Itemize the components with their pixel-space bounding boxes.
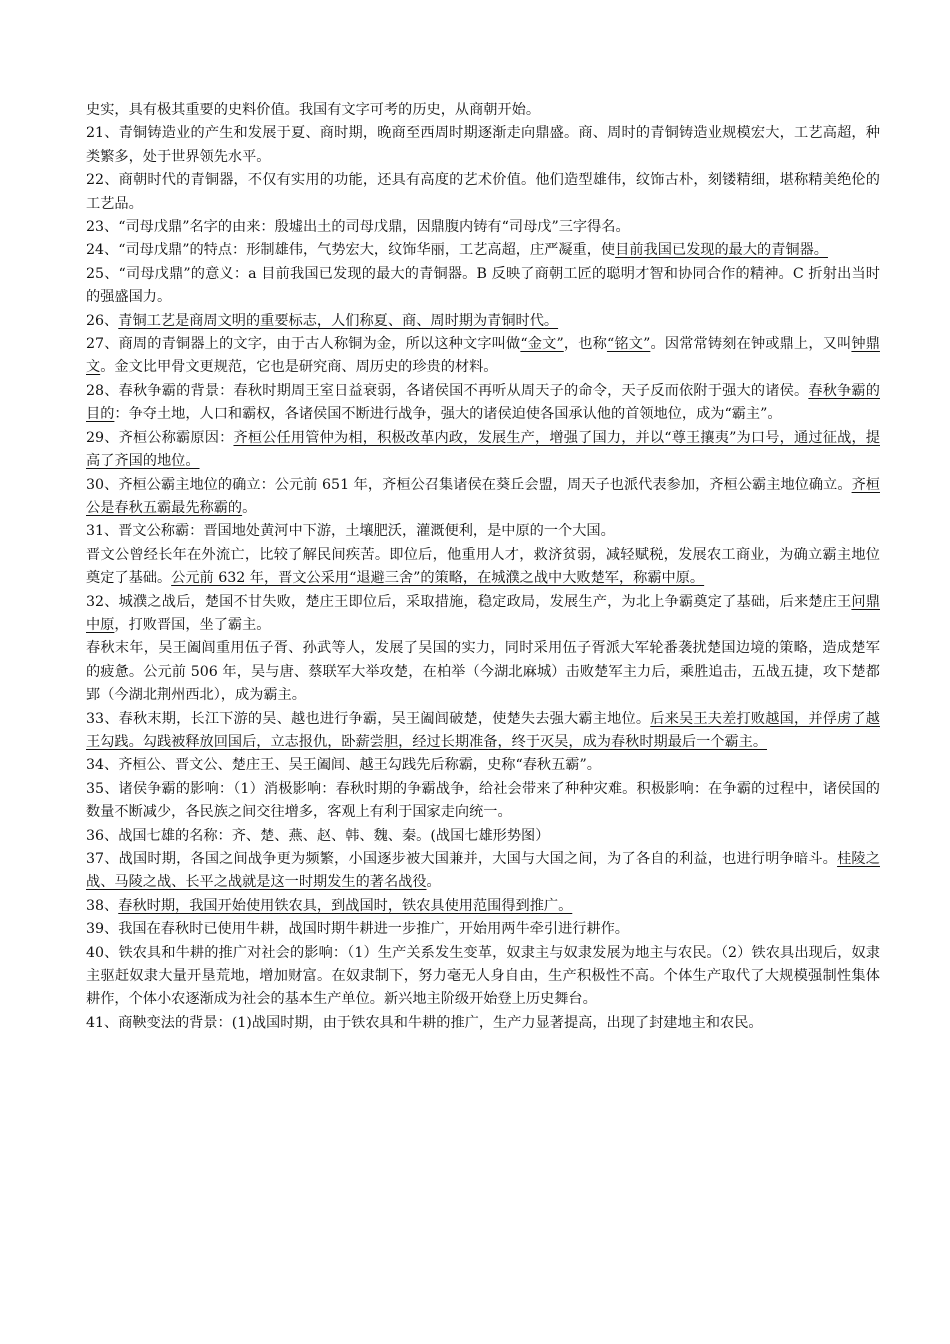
text-run: ：争夺土地，人口和霸权，各诸侯国不断进行战争，强大的诸侯迫使各国承认他的首领地位，成为“霸主”。 <box>114 406 782 423</box>
paragraph <box>86 239 880 262</box>
paragraph <box>86 263 880 310</box>
paragraph <box>86 169 880 216</box>
paragraph <box>86 848 880 895</box>
underlined-key-point: 春秋争霸的目的 <box>86 382 880 423</box>
text-run: 史实，具有极其重要的史料价值。我国有文字可考的历史，从商朝开始。 <box>86 102 541 118</box>
text-run: ，打败晋国，坐了霸主。 <box>114 616 271 633</box>
paragraph <box>86 778 880 825</box>
underlined-key-point: “金文” <box>520 336 564 353</box>
text-run: 21、青铜铸造业的产生和发展于夏、商时期，晚商至西周时期逐渐走向鼎盛。商、周时的青铜铸造业规模宏大，工艺高超，种类繁多，处于世界领先水平。 <box>86 125 880 165</box>
underlined-key-point: 后来吴王夫差打败越国，并俘虏了越王勾践。勾践被释放回国后，立志报仇，卧薪尝胆，经过长期准备，终于灭吴，成为春秋时期最后一个霸主。 <box>86 710 880 750</box>
text-run: 31、晋文公称霸：晋国地处黄河中下游，土壤肥沃，灌溉便利，是中原的一个大国。 <box>86 523 615 540</box>
text-run: 38、 <box>86 897 119 914</box>
paragraph <box>86 333 880 380</box>
underlined-key-point: 桂陵之战、马陵之战、长平之战就是这一时期发生的著名战役 <box>86 851 880 891</box>
text-run: 41、商鞅变法的背景：(1)战国时期，由于铁农具和牛耕的推广，生产力显著提高，出现了封建地主和农民。 <box>86 1014 763 1031</box>
text-run: 36、战国七雄的名称：齐、楚、燕、赵、韩、魏、秦。(战国七雄形势图） <box>86 827 550 844</box>
paragraph <box>86 474 880 521</box>
underlined-key-point: 青铜工艺是商周文明的重要标志，人们称夏、商、周时期为青铜时代。 <box>118 312 559 329</box>
paragraph <box>86 637 880 707</box>
document-page <box>86 99 880 1035</box>
text-run: 。 <box>242 499 257 516</box>
text-run: 40、铁农具和牛耕的推广对社会的影响：（1）生产关系发生变革，奴隶主与奴隶发展为地主与农民。（2）铁农具出现后，奴隶主驱赶奴隶大量开垦荒地，增加财富。在奴隶制下，努力毫无人身自由，生产积极性不高。个体生产取代了大规模强制性集体耕作，个体小农逐渐成为社会的基本生产单位。新兴地主阶级开始登上历史舞台。 <box>86 944 880 1008</box>
text-run: 34、齐桓公、晋文公、楚庄王、吴王阖闾、越王勾践先后称霸，史称“春秋五霸”。 <box>86 757 601 774</box>
paragraph <box>86 380 880 427</box>
underlined-key-point: 公元前 632 年，晋文公采用“退避三舍”的策略，在城濮之战中大败楚军，称霸中原。 <box>171 570 705 587</box>
text-run: 28、春秋争霸的背景：春秋时期周王室日益衰弱，各诸侯国不再听从周天子的命令，天子反而依附于强大的诸侯。 <box>86 382 809 399</box>
text-run: 22、商朝时代的青铜器，不仅有实用的功能，还具有高度的艺术价值。他们造型雄伟，纹饰古朴，刻镂精细，堪称精美绝伦的工艺品。 <box>86 172 880 212</box>
text-run: 37、战国时期，各国之间战争更为频繁，小国逐步被大国兼并，大国与大国之间，为了各自的利益，也进行明争暗斗。 <box>86 851 838 867</box>
paragraph <box>86 895 880 918</box>
text-run: 27、商周的青铜器上的文字，由于古人称铜为金，所以这种文字叫做 <box>86 336 521 353</box>
paragraph <box>86 708 880 755</box>
text-run: 39、我国在春秋时已使用牛耕，战国时期牛耕进一步推广，开始用两牛牵引进行耕作。 <box>86 921 629 938</box>
underlined-key-point: 目前我国已发现的最大的青铜器。 <box>615 242 828 259</box>
text-run: ，也称 <box>563 336 607 353</box>
text-run: 25、“司母戊鼎”的意义：a 目前我国已发现的最大的青铜器。B 反映了商朝工匠的聪明才智和协同合作的精神。C 折射出当时的强盛国力。 <box>86 265 880 306</box>
paragraph <box>86 591 880 638</box>
underlined-key-point: 问鼎中原 <box>86 593 880 633</box>
text-run: 30、齐桓公霸主地位的确立：公元前 651 年，齐桓公召集诸侯在葵丘会盟，周天子也派代表参加，齐桓公霸主地位确立。 <box>86 476 852 493</box>
underlined-key-point: 春秋时期，我国开始使用铁农具，到战国时，铁农具使用范围得到推广。 <box>118 897 573 914</box>
paragraph <box>86 544 880 591</box>
text-run: 26、 <box>86 312 119 329</box>
paragraph <box>86 427 880 474</box>
text-run: 33、春秋末期，长江下游的吴、越也进行争霸，吴王阖闾破楚，使楚失去强大霸主地位。 <box>86 710 651 727</box>
paragraph <box>86 216 880 239</box>
text-run: 。因常常铸刻在钟或鼎上，又叫 <box>650 336 852 353</box>
text-run: 24、“司母戊鼎”的特点：形制雄伟，气势宏大，纹饰华丽，工艺高超，庄严凝重，使 <box>86 242 616 259</box>
paragraph <box>86 942 880 1012</box>
paragraph <box>86 310 880 333</box>
underlined-key-point: 齐桓公任用管仲为相，积极改革内政，发展生产，增强了国力，并以“尊王攘夷”为口号，通过征战，提高了齐国的地位。 <box>86 429 880 470</box>
text-run: 35、诸侯争霸的影响：（1）消极影响：春秋时期的争霸战争，给社会带来了种种灾难。积极影响：在争霸的过程中，诸侯国的数量不断减少，各民族之间交往增多，客观上有利于国家走向统一。 <box>86 780 880 821</box>
text-run: 32、城濮之战后，楚国不甘失败，楚庄王即位后，采取措施，稳定政局，发展生产，为北上争霸奠定了基础，后来楚庄王 <box>86 593 852 610</box>
paragraph <box>86 825 880 848</box>
underlined-key-point: 钟鼎文 <box>86 336 880 376</box>
paragraph <box>86 520 880 543</box>
underlined-key-point: 齐桓公是春秋五霸最先称霸的 <box>86 476 880 516</box>
text-run: 春秋末年，吴王阖闾重用伍子胥、孙武等人，发展了吴国的实力，同时采用伍子胥派大军轮番袭扰楚国边境的策略，造成楚军的疲惫。公元前 506 年，吴与唐、蔡联军大举攻楚，在柏举（今湖北麻城）击败楚军主力后，乘胜追击，五战五捷，攻下楚都郢（今湖北荆州西北），成为霸主。 <box>86 640 880 704</box>
paragraph <box>86 754 880 777</box>
text-run: 29、齐桓公称霸原因： <box>86 429 234 446</box>
text-run: 。 <box>426 874 441 891</box>
underlined-key-point: “铭文” <box>606 336 651 353</box>
paragraph <box>86 99 880 122</box>
text-run: 。金文比甲骨文更规范，它也是研究商、周历史的珍贵的材料。 <box>100 359 498 376</box>
text-run: 23、“司母戊鼎”名字的由来：殷墟出土的司母戊鼎，因鼎腹内铸有“司母戊”三字得名。 <box>86 219 630 236</box>
text-run: 晋文公曾经长年在外流亡，比较了解民间疾苦。即位后，他重用人才，救济贫弱，减轻赋税，发展农工商业，为确立霸主地位奠定了基础。 <box>86 546 880 587</box>
paragraph <box>86 918 880 941</box>
paragraph <box>86 1012 880 1035</box>
paragraph <box>86 122 880 169</box>
